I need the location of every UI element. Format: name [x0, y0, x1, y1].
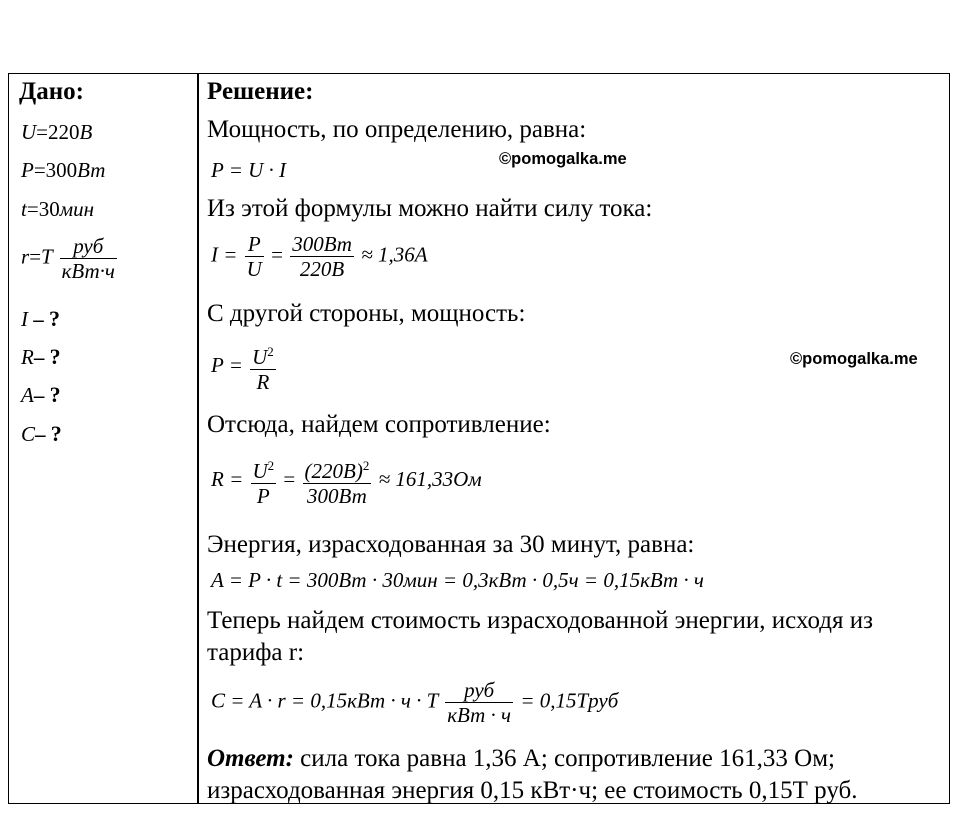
unknown-cost: C– ? [21, 421, 62, 446]
solution-text-6b: тарифа r: [207, 639, 305, 666]
given-power: P=300Вт [21, 158, 106, 182]
given-column [9, 74, 197, 803]
formula-energy: A = P · t = 300Вт · 30мин = 0,3кВт · 0,5ч = 0,15кВт · ч [211, 568, 704, 592]
formula-current: I = $\frac{P}{U}$ = $\frac{300Вт}{220В}$ ≈ 1,36A [211, 232, 428, 281]
given-time: t=30мин [21, 197, 95, 221]
tariff-fraction: $\frac{\text{руб}}{\text{кВт·ч}}$ [61, 234, 115, 283]
solution-header: Решение: [207, 78, 314, 105]
solution-text-6a: Теперь найдем стоимость израсходованной энергии, исходя из [207, 607, 874, 634]
watermark-2: ©pomogalka.me [790, 350, 918, 368]
answer-line-1: Ответ: сила тока равна 1,36 А; сопротивление 161,33 Ом; [207, 745, 835, 772]
solution-text-1: Мощность, по определению, равна: [207, 116, 587, 143]
unknown-resistance: R– ? [21, 344, 61, 369]
unknown-energy: A– ? [21, 382, 61, 407]
watermark-1: ©pomogalka.me [499, 150, 627, 168]
solution-text-2: Из этой формулы можно найти силу тока: [207, 195, 653, 222]
formula-power-resistance: P = $\frac{U^2}{R}$ [211, 340, 278, 394]
formula-resistance: R = $\frac{U^2}{P}$ = $\frac{(220В)^2}{300Вт}$ ≈ 161,33Ом [211, 454, 482, 508]
solution-column [199, 74, 949, 803]
formula-power-definition: P = U · I [211, 158, 287, 182]
solution-text-3: С другой стороны, мощность: [207, 300, 526, 327]
solution-text-5: Энергия, израсходованная за 30 минут, равна: [207, 531, 695, 558]
solution-table [8, 73, 950, 804]
unknown-current: I – ? [21, 306, 60, 331]
given-header: Дано: [19, 78, 84, 105]
solution-text-4: Отсюда, найдем сопротивление: [207, 411, 551, 438]
answer-line-2: израсходованная энергия 0,15 кВт·ч; ее стоимость 0,15Т руб. [207, 777, 858, 804]
given-tariff: r=T $\frac{\text{руб}}{\text{кВт·ч}}$ [21, 234, 115, 283]
formula-cost: C = A · r = 0,15кВт · ч · T $\frac{\text{руб}}{\text{кВт · ч}}$ = 0,15Tруб [211, 678, 619, 727]
answer-label: Ответ: [207, 745, 294, 772]
given-voltage: U=220В [21, 120, 93, 144]
